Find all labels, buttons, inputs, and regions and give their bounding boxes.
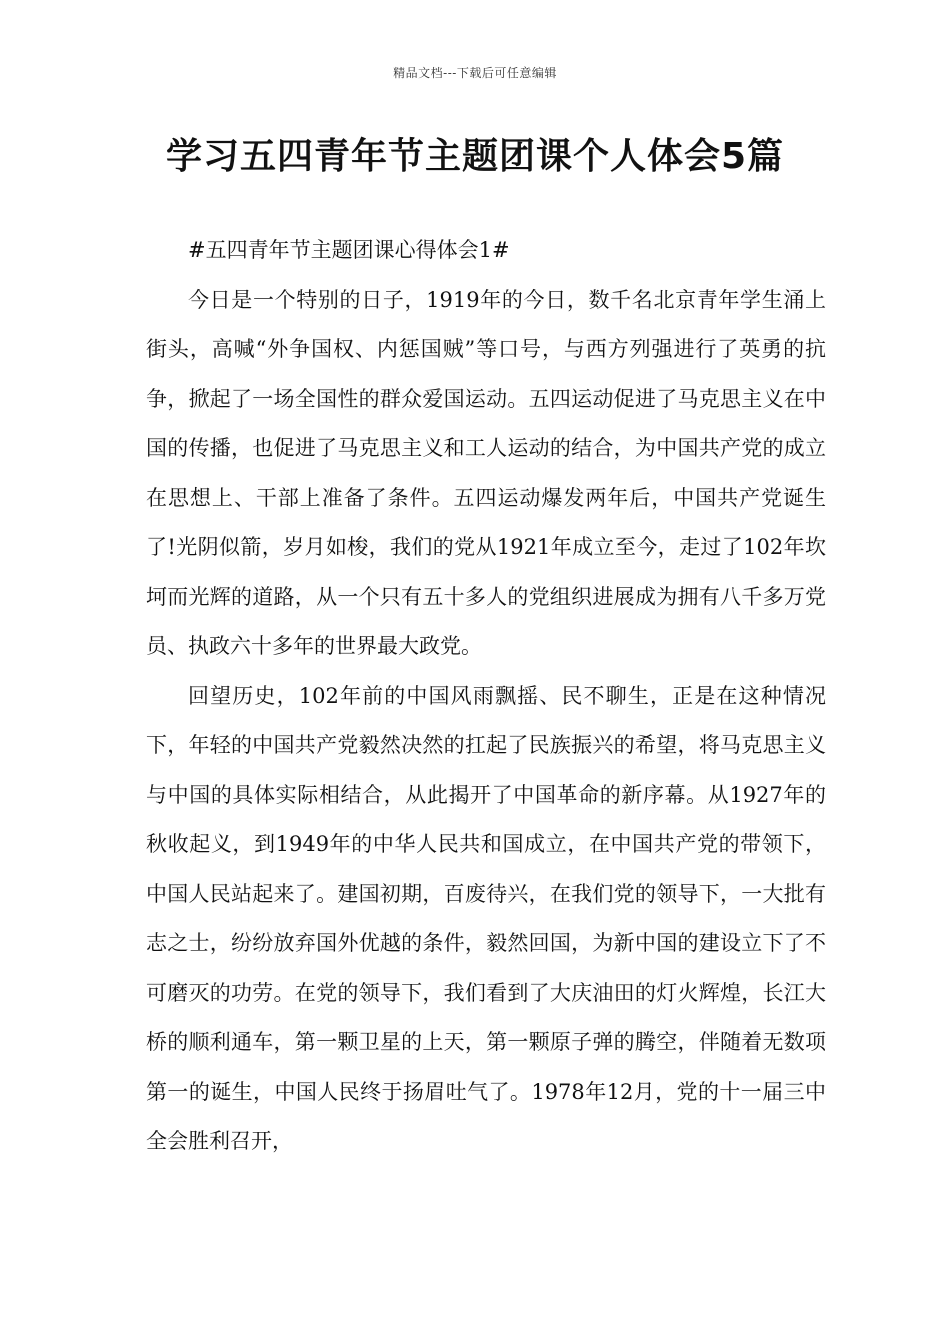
section-heading: #五四青年节主题团课心得体会1# [188, 238, 510, 262]
paragraph: 回望历史，102年前的中国风雨飘摇、民不聊生，正是在这种情况下，年轻的中国共产党毅然决然的扛起了民族振兴的希望，将马克思主义与中国的具体实际相结合，从此揭开了中国革命的新序幕。从1927年的秋收起义，到1949年的中华人民共和国成立，在中国共产党的带领下，中国人民站起来了。建国初期，百废待兴，在我们党的领导下，一大批有志之士，纷纷放弃国外优越的条件，毅然回国，为新中国的建设立下了不可磨灭的功劳。在党的领导下，我们看到了大庆油田的灯火辉煌，长江大桥的顺利通车，第一颗卫星的上天，第一颗原子弹的腾空，伴随着无数项第一的诞生，中国人民终于扬眉吐气了。1978年12月，党的十一届三中全会胜利召开， [146, 683, 826, 1153]
header-note: 精品文档---下载后可任意编辑 [393, 66, 557, 80]
paragraph: 今日是一个特别的日子，1919年的今日，数千名北京青年学生涌上街头，高喊“外争国权、内惩国贼”等口号，与西方列强进行了英勇的抗争，掀起了一场全国性的群众爱国运动。五四运动促进了马克思主义在中国的传播，也促进了马克思主义和工人运动的结合，为中国共产党的成立在思想上、干部上准备了条件。五四运动爆发两年后，中国共产党诞生了!光阴似箭，岁月如梭，我们的党从1921年成立至今，走过了102年坎坷而光辉的道路，从一个只有五十多人的党组织进展成为拥有八千多万党员、执政六十多年的世界最大政党。 [146, 287, 826, 658]
document-title: 学习五四青年节主题团课个人体会5篇 [165, 136, 785, 177]
document-body [146, 226, 826, 1167]
